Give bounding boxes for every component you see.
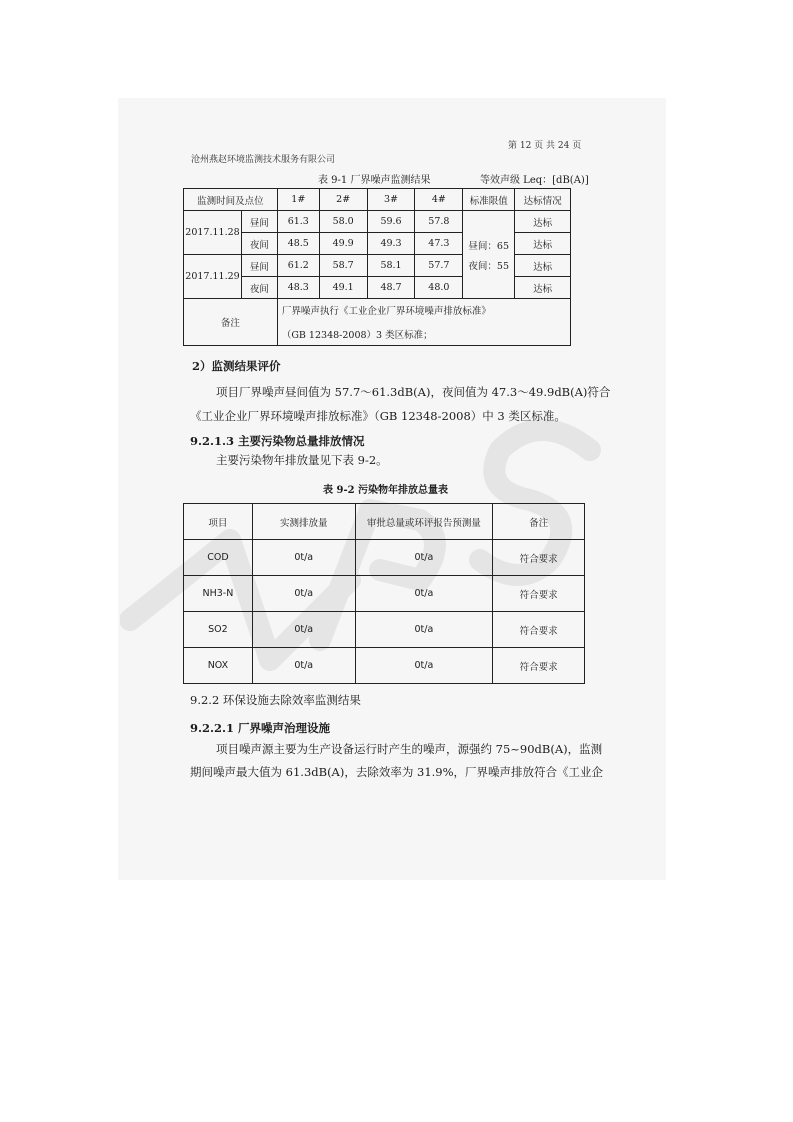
limit-cell (463, 211, 515, 299)
actual-cell: 0t/a (252, 576, 355, 612)
table-row (184, 211, 571, 233)
value-cell: 58.7 (319, 255, 367, 277)
value-cell: 57.7 (415, 255, 463, 277)
value-cell: 48.5 (277, 233, 319, 255)
header-cell: 备注 (493, 504, 585, 540)
period-cell: 夜间 (241, 233, 277, 255)
note-cell: 符合要求 (493, 648, 585, 684)
paragraph-line: 《工业企业厂界环境噪声排放标准》（GB 12348-2008）中 3 类区标准。 (190, 409, 566, 423)
remark-cell (277, 299, 570, 346)
page-number: 第 12 页 共 24 页 (508, 141, 582, 151)
header-cell: 标准限值 (463, 189, 515, 211)
table1-caption: 表 9-1 厂界噪声监测结果 (318, 175, 431, 186)
value-cell: 48.7 (367, 277, 415, 299)
period-cell: 昼间 (241, 211, 277, 233)
value-cell: 49.1 (319, 277, 367, 299)
status-cell: 达标 (515, 277, 571, 299)
table-row (184, 576, 585, 612)
noise-table (183, 188, 571, 346)
value-cell: 48.3 (277, 277, 319, 299)
header-cell: 4# (415, 189, 463, 211)
note-cell: 符合要求 (493, 540, 585, 576)
actual-cell: 0t/a (252, 540, 355, 576)
table2-caption: 表 9-2 污染物年排放总量表 (323, 485, 449, 496)
value-cell: 49.9 (319, 233, 367, 255)
value-cell: 61.2 (277, 255, 319, 277)
item-cell: NOX (184, 648, 253, 684)
status-cell: 达标 (515, 211, 571, 233)
value-cell: 59.6 (367, 211, 415, 233)
limit-day: 昼间：65 (468, 240, 510, 252)
header-cell: 3# (367, 189, 415, 211)
remark-label: 备注 (184, 299, 278, 346)
section-heading: 9.2.2.1 厂界噪声治理设施 (190, 721, 331, 735)
table-row (184, 540, 585, 576)
remark-line-2: （GB 12348-2008）3 类区标准； (281, 330, 433, 341)
limit-night: 夜间：55 (468, 260, 510, 272)
table1-unit: 等效声级 Leq：[dB(A)] (480, 175, 589, 186)
value-cell: 47.3 (415, 233, 463, 255)
note-cell: 符合要求 (493, 576, 585, 612)
value-cell: 57.8 (415, 211, 463, 233)
header-cell: 监测时间及点位 (184, 189, 278, 211)
value-cell: 58.1 (367, 255, 415, 277)
table-header-row (184, 189, 571, 211)
date-cell: 2017.11.28 (184, 211, 242, 255)
header-cell: 项目 (184, 504, 253, 540)
header-cell: 审批总量或环评报告预测量 (355, 504, 493, 540)
paragraph-line: 期间噪声最大值为 61.3dB(A)，去除效率为 31.9%，厂界噪声排放符合《工业企 (190, 765, 604, 779)
approved-cell: 0t/a (355, 648, 493, 684)
period-cell: 夜间 (241, 277, 277, 299)
approved-cell: 0t/a (355, 576, 493, 612)
item-cell: SO2 (184, 612, 253, 648)
paragraph-line: 项目厂界噪声昼间值为 57.7～61.3dB(A)，夜间值为 47.3～49.9dB(A)符合 (216, 385, 611, 399)
actual-cell: 0t/a (252, 648, 355, 684)
section-heading: 2）监测结果评价 (192, 359, 281, 373)
value-cell: 48.0 (415, 277, 463, 299)
remark-line-1: 厂界噪声执行《工业企业厂界环境噪声排放标准》 (281, 306, 491, 317)
header-cell: 2# (319, 189, 367, 211)
status-cell: 达标 (515, 255, 571, 277)
remark-row (184, 299, 571, 346)
value-cell: 58.0 (319, 211, 367, 233)
table-row (184, 648, 585, 684)
status-cell: 达标 (515, 233, 571, 255)
value-cell: 61.3 (277, 211, 319, 233)
pollutant-table (183, 503, 585, 684)
approved-cell: 0t/a (355, 612, 493, 648)
item-cell: COD (184, 540, 253, 576)
section-heading: 9.2.1.3 主要污染物总量排放情况 (190, 434, 365, 448)
header-cell: 实测排放量 (252, 504, 355, 540)
header-cell: 1# (277, 189, 319, 211)
approved-cell: 0t/a (355, 540, 493, 576)
section-heading: 9.2.2 环保设施去除效率监测结果 (190, 693, 361, 707)
table-row (184, 612, 585, 648)
item-cell: NH3-N (184, 576, 253, 612)
table-header-row (184, 504, 585, 540)
period-cell: 昼间 (241, 255, 277, 277)
note-cell: 符合要求 (493, 612, 585, 648)
actual-cell: 0t/a (252, 612, 355, 648)
paragraph-line: 项目噪声源主要为生产设备运行时产生的噪声，源强约 75~90dB(A)，监测 (216, 742, 603, 756)
date-cell: 2017.11.29 (184, 255, 242, 299)
company-name: 沧州燕赵环境监测技术服务有限公司 (191, 155, 336, 165)
paragraph-line: 主要污染物年排放量见下表 9-2。 (216, 453, 388, 467)
header-cell: 达标情况 (515, 189, 571, 211)
value-cell: 49.3 (367, 233, 415, 255)
